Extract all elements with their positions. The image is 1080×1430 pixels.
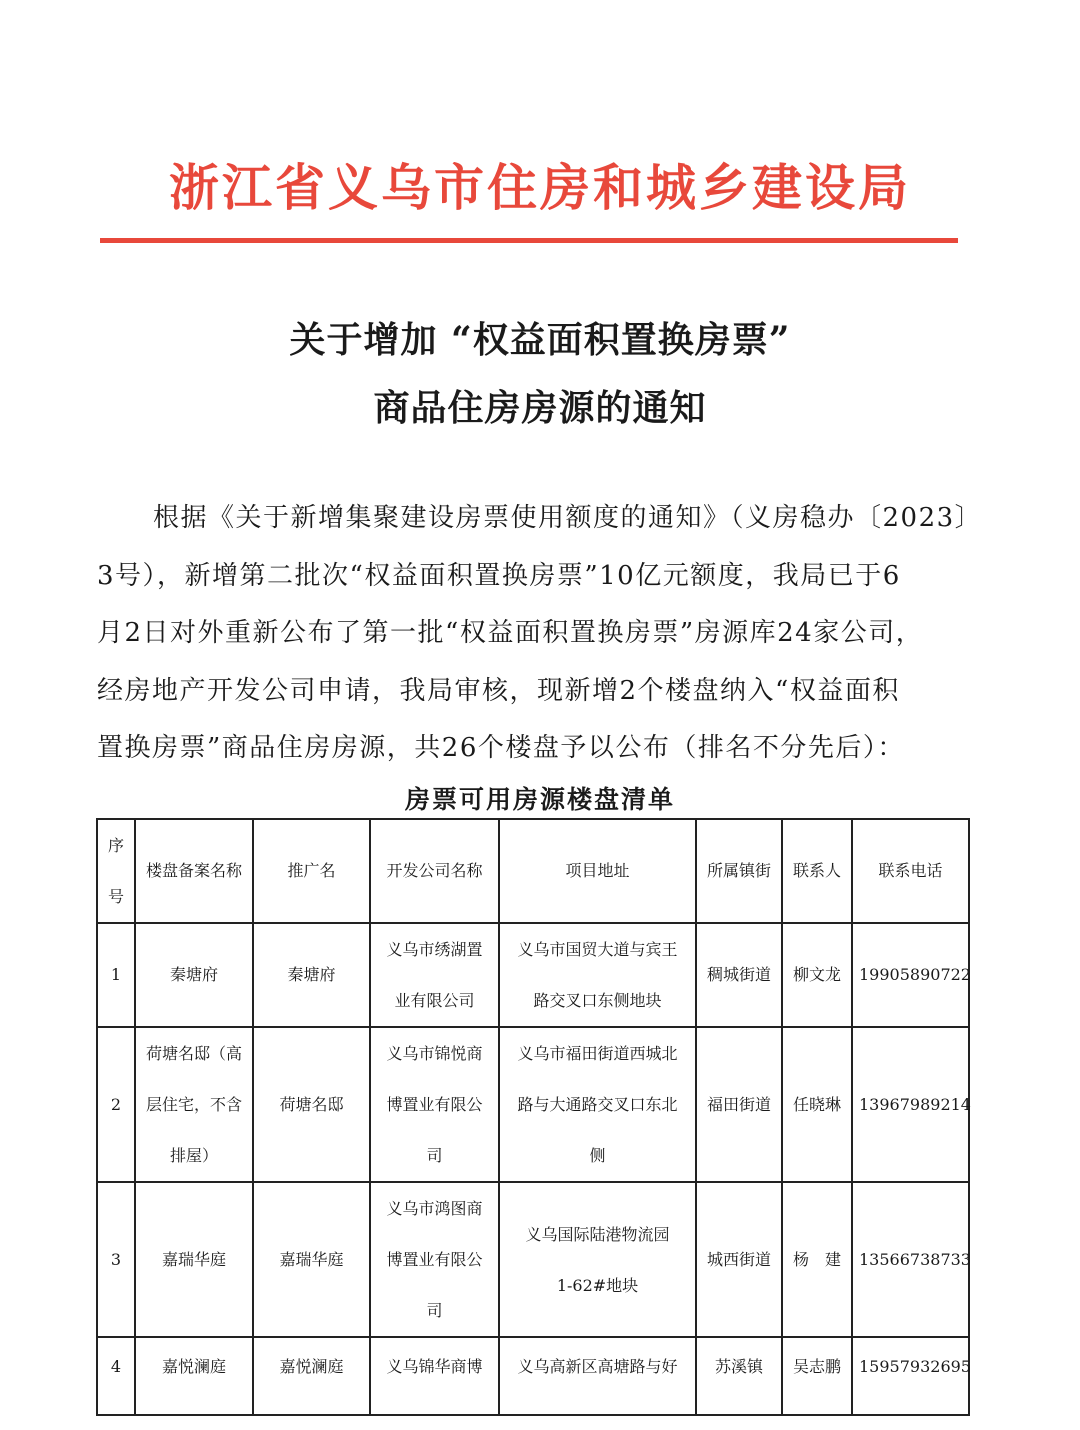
cell-address: 义乌国际陆港物流园 1-62#地块 — [499, 1182, 696, 1337]
header-street: 所属镇街 — [696, 819, 782, 923]
table-row — [97, 923, 969, 1027]
cell-developer: 义乌锦华商博 — [370, 1337, 499, 1415]
cell-address: 义乌高新区高塘路与好 — [499, 1337, 696, 1415]
notice-title-line-1: 关于增加 “权益面积置换房票” — [289, 319, 791, 361]
cell-record-name: 秦塘府 — [135, 923, 253, 1027]
cell-promo-name: 嘉悦澜庭 — [253, 1337, 370, 1415]
cell-street: 福田街道 — [696, 1027, 782, 1182]
cell-phone: 13967989214 — [852, 1027, 969, 1182]
header-address: 项目地址 — [499, 819, 696, 923]
cell-contact: 柳文龙 — [782, 923, 852, 1027]
body-line: 经房地产开发公司申请，我局审核，现新增2个楼盘纳入“权益面积 — [97, 675, 900, 706]
body-line: 月2日对外重新公布了第一批“权益面积置换房票”房源库24家公司， — [97, 618, 924, 648]
cell-developer: 义乌市绣湖置 业有限公司 — [370, 923, 499, 1027]
letterhead-divider — [100, 238, 958, 243]
cell-phone: 15957932695 — [852, 1337, 969, 1415]
cell-record-name: 嘉悦澜庭 — [135, 1337, 253, 1415]
body-line: 根据《关于新增集聚建设房票使用额度的通知》（义房稳办〔2023〕 — [153, 503, 983, 533]
housing-list-table — [96, 818, 970, 1416]
table-title: 房票可用房源楼盘清单 — [404, 785, 675, 814]
cell-promo-name: 荷塘名邸 — [253, 1027, 370, 1182]
notice-body — [97, 490, 987, 778]
table-row — [97, 1337, 969, 1415]
cell-contact: 杨 建 — [782, 1182, 852, 1337]
table-header-row — [97, 819, 969, 923]
header-developer: 开发公司名称 — [370, 819, 499, 923]
cell-street: 稠城街道 — [696, 923, 782, 1027]
cell-record-name: 荷塘名邸（高 层住宅，不含 排屋） — [135, 1027, 253, 1182]
cell-seq: 3 — [97, 1182, 135, 1337]
header-seq: 序 号 — [97, 819, 135, 923]
cell-contact: 吴志鹏 — [782, 1337, 852, 1415]
header-phone: 联系电话 — [852, 819, 969, 923]
letterhead-title: 浙江省义乌市住房和城乡建设局 — [169, 159, 911, 217]
cell-seq: 1 — [97, 923, 135, 1027]
cell-seq: 2 — [97, 1027, 135, 1182]
header-promo-name: 推广名 — [253, 819, 370, 923]
cell-developer: 义乌市鸿图商 博置业有限公 司 — [370, 1182, 499, 1337]
cell-address: 义乌市国贸大道与宾王 路交叉口东侧地块 — [499, 923, 696, 1027]
header-contact: 联系人 — [782, 819, 852, 923]
cell-seq: 4 — [97, 1337, 135, 1415]
cell-record-name: 嘉瑞华庭 — [135, 1182, 253, 1337]
header-record-name: 楼盘备案名称 — [135, 819, 253, 923]
cell-phone: 19905890722 — [852, 923, 969, 1027]
notice-title-line-2: 商品住房房源的通知 — [373, 387, 707, 429]
cell-address: 义乌市福田街道西城北 路与大通路交叉口东北 侧 — [499, 1027, 696, 1182]
cell-promo-name: 嘉瑞华庭 — [253, 1182, 370, 1337]
cell-street: 城西街道 — [696, 1182, 782, 1337]
cell-developer: 义乌市锦悦商 博置业有限公 司 — [370, 1027, 499, 1182]
table-row — [97, 1182, 969, 1337]
cell-street: 苏溪镇 — [696, 1337, 782, 1415]
cell-promo-name: 秦塘府 — [253, 923, 370, 1027]
body-line: 3号），新增第二批次“权益面积置换房票”10亿元额度，我局已于6 — [97, 560, 901, 591]
cell-phone: 13566738733 — [852, 1182, 969, 1337]
table-row — [97, 1027, 969, 1182]
body-line: 置换房票”商品住房房源，共26个楼盘予以公布（排名不分先后）： — [97, 733, 905, 763]
cell-contact: 任晓琳 — [782, 1027, 852, 1182]
